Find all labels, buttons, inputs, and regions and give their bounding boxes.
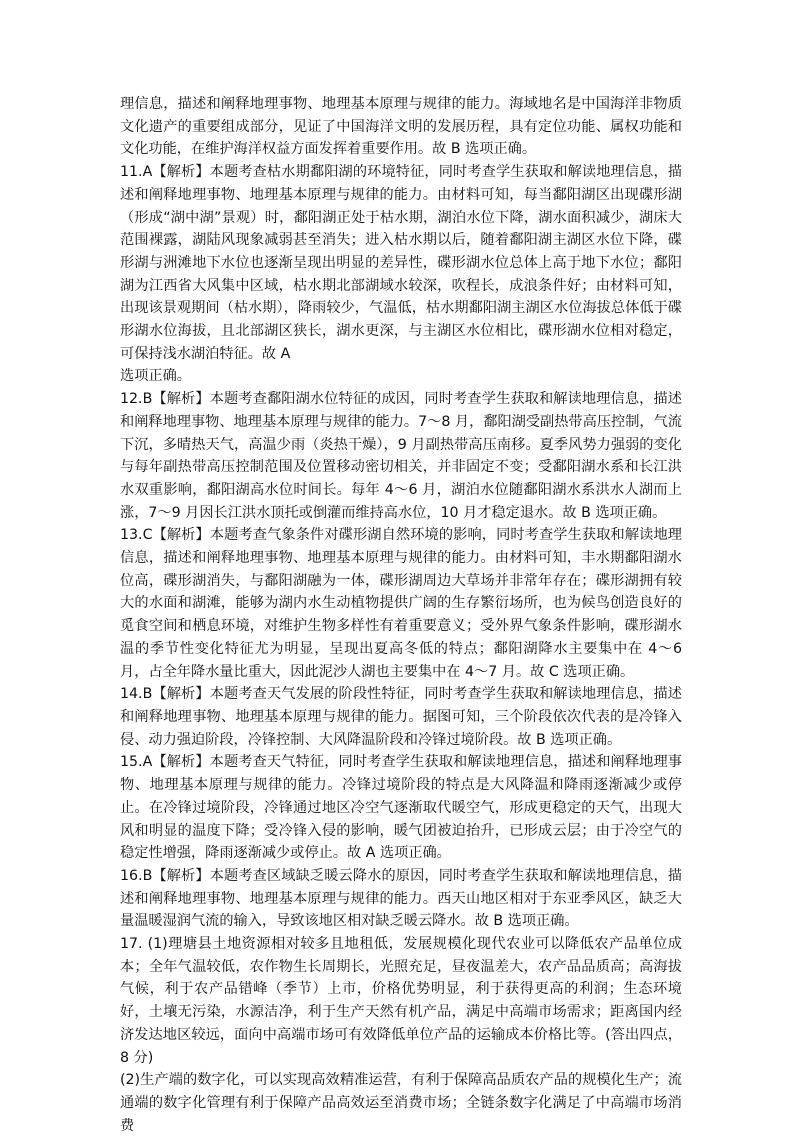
paragraph-q13: 13.C【解析】本题考查气象条件对碟形湖自然环境的影响，同时考查学生获取和解读地理信息，描述和阐释地理事物、地理基本原理与规律的能力。由材料可知，丰水期鄱阳湖水位高，碟形湖消失，与鄱阳湖融为一体，碟形湖周边大草场并非常年存在；碟形湖拥有较大的水面和湖滩，能够为湖内水生动植物提供广阔的生存繁衍场所，也为候鸟创造良好的觅食空间和栖息环境，对维护生物多样性有着重要意义；受外界气象条件影响，碟形湖水温的季节性变化特征尤为明显，呈现出夏高冬低的特点；鄱阳湖降水主要集中在 4～6 月，占全年降水量比重大，因此泥沙人湖也主要集中在 4～7 月。故 C 选项正确。 (120, 527, 682, 680)
paragraph-q11-end: 选项正确。 (120, 368, 191, 385)
paragraph-q11: 11.A【解析】本题考查枯水期鄱阳湖的环境特征，同时考查学生获取和解读地理信息，描述和阐释地理事物、地理基本原理与规律的能力。由材料可知，每当鄱阳湖区出现碟形湖（形成“湖中湖”景观）时，鄱阳湖正处于枯水期，湖泊水位下降，湖水面积减少，湖床大范围裸露，湖陆风现象减弱甚至消失；进入枯水期以后，随着鄱阳湖主湖区水位下降，碟形湖与洲滩地下水位也逐渐呈现出明显的差异性，碟形湖水位总体上高于地下水位；鄱阳湖为江西省大风集中区域，枯水期北部湖域水较深，吹程长，成浪条件好；由材料可知，出现该景观期间（枯水期），降雨较少，气温低，枯水期鄱阳湖主湖区水位海拔总体低于碟形湖水位海拔，且北部湖区狭长，湖水更深，与主湖区水位相比，碟形湖水位相对稳定，可保持浅水湖泊特征。故 A (120, 164, 682, 362)
paragraph-q16: 16.B【解析】本题考查区域缺乏暖云降水的原因，同时考查学生获取和解读地理信息，描述和阐释地理事物、地理基本原理与规律的能力。西天山地区相对于东亚季风区，缺乏大量温暖湿润气流的输入，导致该地区相对缺乏暖云降水。故 B 选项正确。 (120, 867, 682, 930)
paragraph-q10-continued: 理信息，描述和阐释地理事物、地理基本原理与规律的能力。海域地名是中国海洋非物质文化遗产的重要组成部分，见证了中国海洋文明的发展历程，具有定位功能、属权功能和文化功能，在维护海洋权益方面发挥着重要作用。故 B 选项正确。 (120, 96, 682, 158)
paragraph-q17-part1: 17. (1)理塘县土地资源相对较多且地租低，发展规模化现代农业可以降低农产品单位成本；全年气温较低，农作物生长周期长，光照充足，昼夜温差大，农产品品质高；高海拔气候，利于农产品错峰（季节）上市，价格优势明显，利于获得更高的利润；生态环境好，土壤无污染，水源洁净，利于生产天然有机产品，满足中高端市场需求；距离国内经济发达地区较远，面向中高端市场可有效降低单位产品的运输成本价格比等。(答出四点，8 分) (120, 936, 682, 1066)
paragraph-q14: 14.B【解析】本题考查天气发展的阶段性特征，同时考查学生获取和解读地理信息，描述和阐释地理事物、地理基本原理与规律的能力。据图可知，三个阶段依次代表的是冷锋入侵、动力强迫阶段，冷锋控制、大风降温阶段和冷锋过境阶段。故 B 选项正确。 (120, 686, 682, 748)
answer-text-page (120, 93, 682, 1137)
paragraph-q17-part2: (2)生产端的数字化，可以实现高效精准运营，有利于保障高品质农产品的规模化生产；流通端的数字化管理有利于保障产品高效运至消费市场；全链条数字化满足了中高端市场消费 (120, 1072, 682, 1134)
paragraph-q15: 15.A【解析】本题考查天气特征，同时考查学生获取和解读地理信息，描述和阐释地理事物、地理基本原理与规律的能力。冷锋过境阶段的特点是大风降温和降雨逐渐减少或停止。在冷锋过境阶段，冷锋通过地区冷空气逐渐取代暖空气，形成更稳定的天气，出现大风和明显的温度下降；受冷锋入侵的影响，暖气团被迫抬升，已形成云层；由于冷空气的稳定性增强，降雨逐渐减少或停止。故 A 选项正确。 (120, 754, 682, 862)
paragraph-q12: 12.B【解析】本题考查鄱阳湖水位特征的成因，同时考查学生获取和解读地理信息，描述和阐释地理事物、地理基本原理与规律的能力。7～8 月，鄱阳湖受副热带高压控制，气流下沉，多晴热天气，高温少雨（炎热干燥），9 月副热带高压南移。夏季风势力强弱的变化与每年副热带高压控制范围及位置移动密切相关，并非固定不变；受鄱阳湖水系和长江洪水双重影响，鄱阳湖高水位时间长。每年 4～6 月，湖泊水位随鄱阳湖水系洪水人湖而上涨，7～9 月因长江洪水顶托或倒灌而维持高水位，10 月才稳定退水。故 B 选项正确。 (120, 391, 682, 521)
